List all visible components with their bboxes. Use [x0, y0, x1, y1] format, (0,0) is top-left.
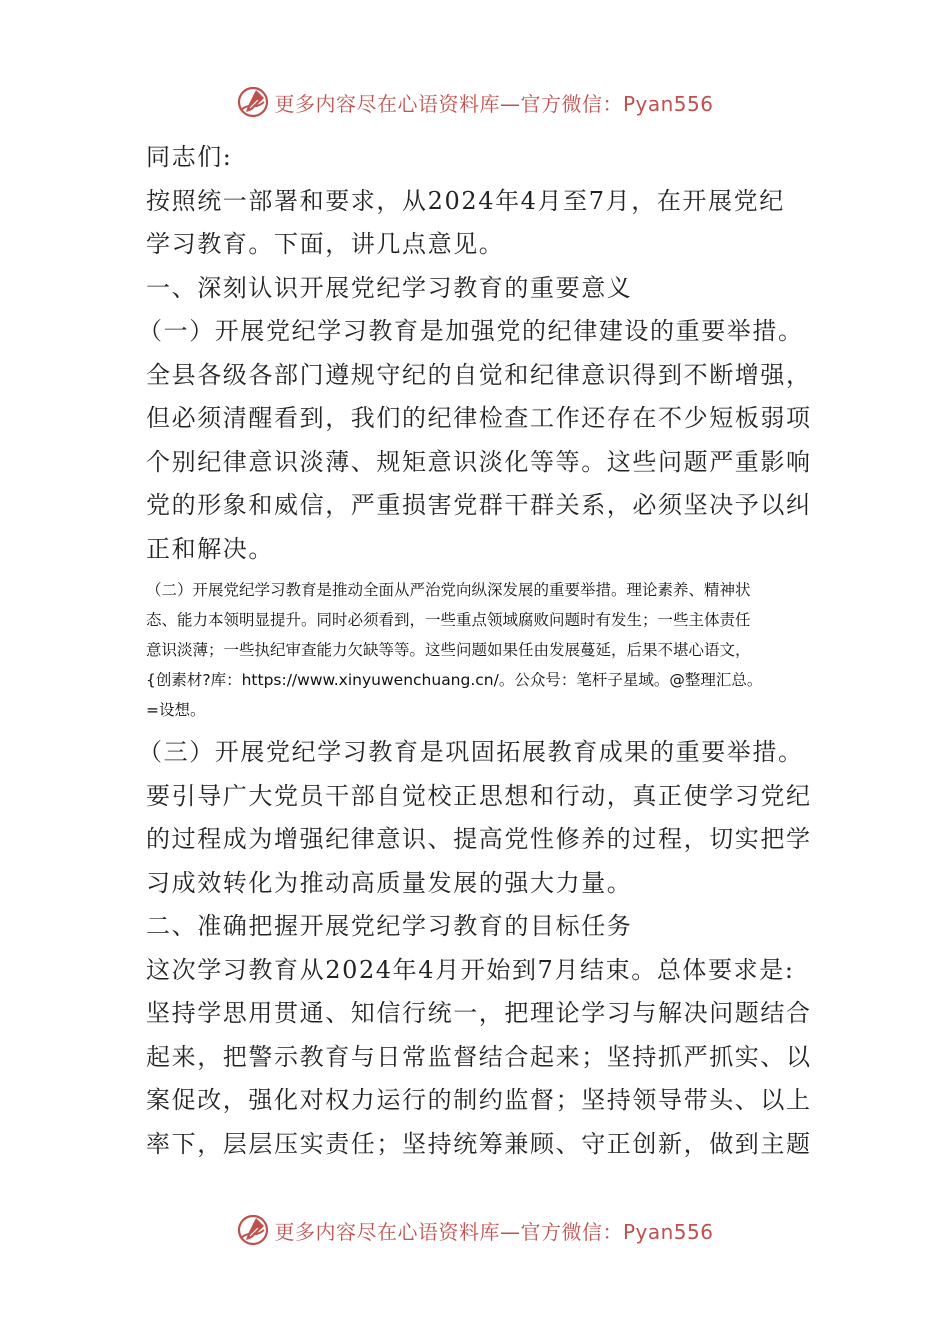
pen-logo-icon — [236, 85, 270, 119]
footer-banner-text: 更多内容尽在心语资料库—官方微信：Pyan556 — [274, 1219, 714, 1244]
section1-line: 但必须清醒看到，我们的纪律检查工作还存在不少短板弱项 — [146, 404, 812, 432]
section2-line: {创素材?库：https://www.xinyuwenchuang.cn/。公众号：笔杆子星域。@整理汇总。 — [146, 671, 763, 689]
section3-line: （三）开展党纪学习教育是巩固拓展教育成果的重要举措。 — [138, 738, 804, 766]
heading-2: 二、准确把握开展党纪学习教育的目标任务 — [146, 912, 633, 940]
header-banner-text: 更多内容尽在心语资料库—官方微信：Pyan556 — [274, 91, 714, 116]
section3-line: 习成效转化为推动高质量发展的强大力量。 — [146, 868, 633, 897]
section1-line: 党的形象和威信，严重损害党群干群关系，必须坚决予以纠 — [146, 491, 812, 519]
section4-line: 起来，把警示教育与日常监督结合起来；坚持抓严抓实、以 — [146, 1042, 812, 1071]
intro-line: 学习教育。下面，讲几点意见。 — [146, 230, 505, 258]
document-body — [138, 136, 826, 1166]
section4-line: 案促改，强化对权力运行的制约监督；坚持领导带头、以上 — [146, 1086, 812, 1114]
section1-line: （一）开展党纪学习教育是加强党的纪律建设的重要举措。 — [138, 317, 804, 345]
section1-line: 正和解决。 — [146, 534, 274, 563]
section3-line: 要引导广大党员干部自觉校正思想和行动，真正使学习党纪 — [146, 781, 812, 810]
greeting: 同志们: — [146, 143, 233, 171]
section2-line: （二）开展党纪学习教育是推动全面从严治党向纵深发展的重要举措。理论素养、精神状 — [146, 581, 751, 599]
section1-line: 个别纪律意识淡薄、规矩意识淡化等等。这些问题严重影响 — [146, 447, 812, 476]
section4-line: 这次学习教育从2024年4月开始到7月结束。总体要求是: — [146, 955, 795, 984]
section2-line: 意识淡薄；一些执纪审查能力欠缺等等。这些问题如果任由发展蔓延，后果不堪心语文， — [146, 641, 751, 659]
intro-line: 按照统一部署和要求，从2024年4月至7月，在开展党纪 — [146, 186, 785, 215]
footer-banner — [0, 1210, 950, 1250]
heading-1: 一、深刻认识开展党纪学习教育的重要意义 — [146, 273, 633, 302]
section4-line: 坚持学思用贯通、知信行统一，把理论学习与解决问题结合 — [146, 999, 812, 1027]
section2-paragraph — [146, 575, 826, 725]
section3-line: 的过程成为增强纪律意识、提高党性修养的过程，切实把学 — [146, 825, 812, 853]
section1-line: 全县各级各部门遵规守纪的自觉和纪律意识得到不断增强， — [146, 360, 812, 389]
section4-line: 率下，层层压实责任；坚持统筹兼顾、守正创新，做到主题 — [146, 1129, 812, 1158]
section2-line: =设想。 — [146, 701, 206, 719]
pen-logo-icon — [236, 1213, 270, 1247]
header-banner — [0, 82, 950, 122]
section2-line: 态、能力本领明显提升。同时必须看到，一些重点领域腐败问题时有发生；一些主体责任 — [146, 611, 751, 629]
